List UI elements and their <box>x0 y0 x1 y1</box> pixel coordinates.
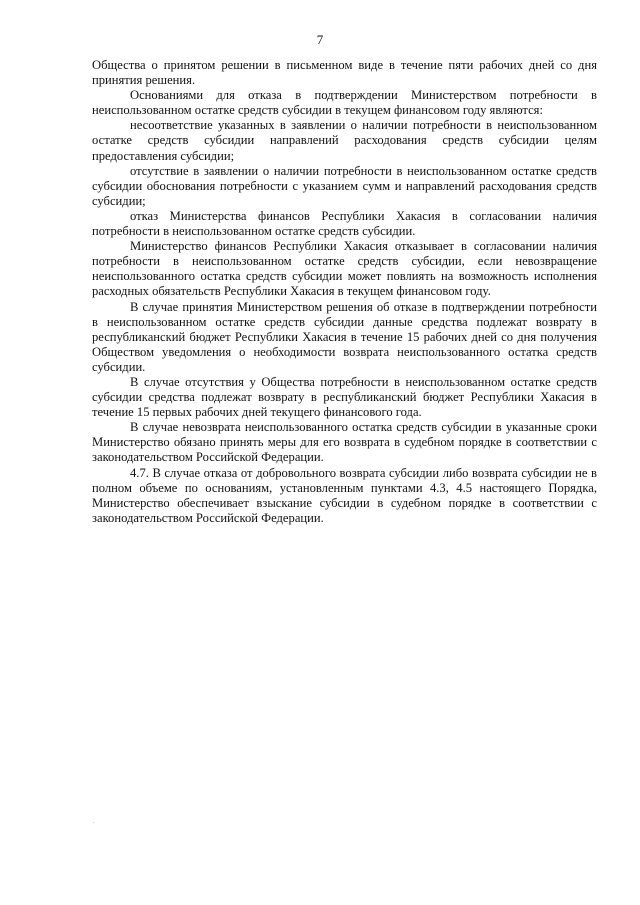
paragraph-refusal-grounds: Основаниями для отказа в подтверждении Министерством потребности в неиспользованном остатке средств субсидии в текущем финансовом году являются: <box>92 88 597 118</box>
paragraph-ground-finance-refusal: отказ Министерства финансов Республики Хакасия в согласовании наличия потребности в неиспользованном остатке средств субсидии. <box>92 208 597 239</box>
paragraph-ground-no-justification: отсутствие в заявлении о наличии потребности в неиспользованном остатке средств субсидии обоснования потребности с указанием сумм и направлений расходования средств субсидии; <box>92 163 597 208</box>
document-body <box>92 58 597 526</box>
paragraph-continuation: Общества о принятом решении в письменном виде в течение пяти рабочих дней со дня принятия решения. <box>92 58 597 88</box>
paragraph-ground-mismatch: несоответствие указанных в заявлении о наличии потребности в неиспользованном остатке средств субсидии направлений расходования средств субсидии целям предоставления субсидии; <box>92 118 597 163</box>
paragraph-4-7: 4.7. В случае отказа от добровольного возврата субсидии либо возврата субсидии не в полном объеме по основаниям, установленным пунктами 4.3, 4.5 настоящего Порядка, Министерство обеспечивает взыскание субсидии в судебном порядке в соответствии с законодательством Российской Федерации. <box>92 465 597 525</box>
paragraph-return-no-need: В случае отсутствия у Общества потребности в неиспользованном остатке средств субсидии средства подлежат возврату в республиканский бюджет Республики Хакасия в течение 15 первых рабочих дней текущего финансового года. <box>92 374 597 420</box>
paragraph-return-on-refusal: В случае принятия Министерством решения об отказе в подтверждении потребности в неиспользованном остатке средств субсидии данные средства подлежат возврату в республиканский бюджет Республики Хакасия в течение 15 рабочих дней со дня получения Обществом уведомления о необходимости возврата неиспользованного остатка средств субсидии. <box>92 299 597 374</box>
paragraph-finance-ministry-refusal: Министерство финансов Республики Хакасия отказывает в согласовании наличия потребности в неиспользованном остатке средств субсидии, если невозвращение неиспользованного остатка средств субсидии может повлиять на возможность исполнения расходных обязательств Республики Хакасия в текущем финансовом году. <box>92 239 597 299</box>
page-number: 7 <box>316 32 324 47</box>
paragraph-non-return: В случае невозврата неиспользованного остатка средств субсидии в указанные сроки Министерство обязано принять меры для его возврата в судебном порядке в соответствии с законодательством Российской Федерации. <box>92 420 597 465</box>
scan-speck <box>93 822 94 823</box>
